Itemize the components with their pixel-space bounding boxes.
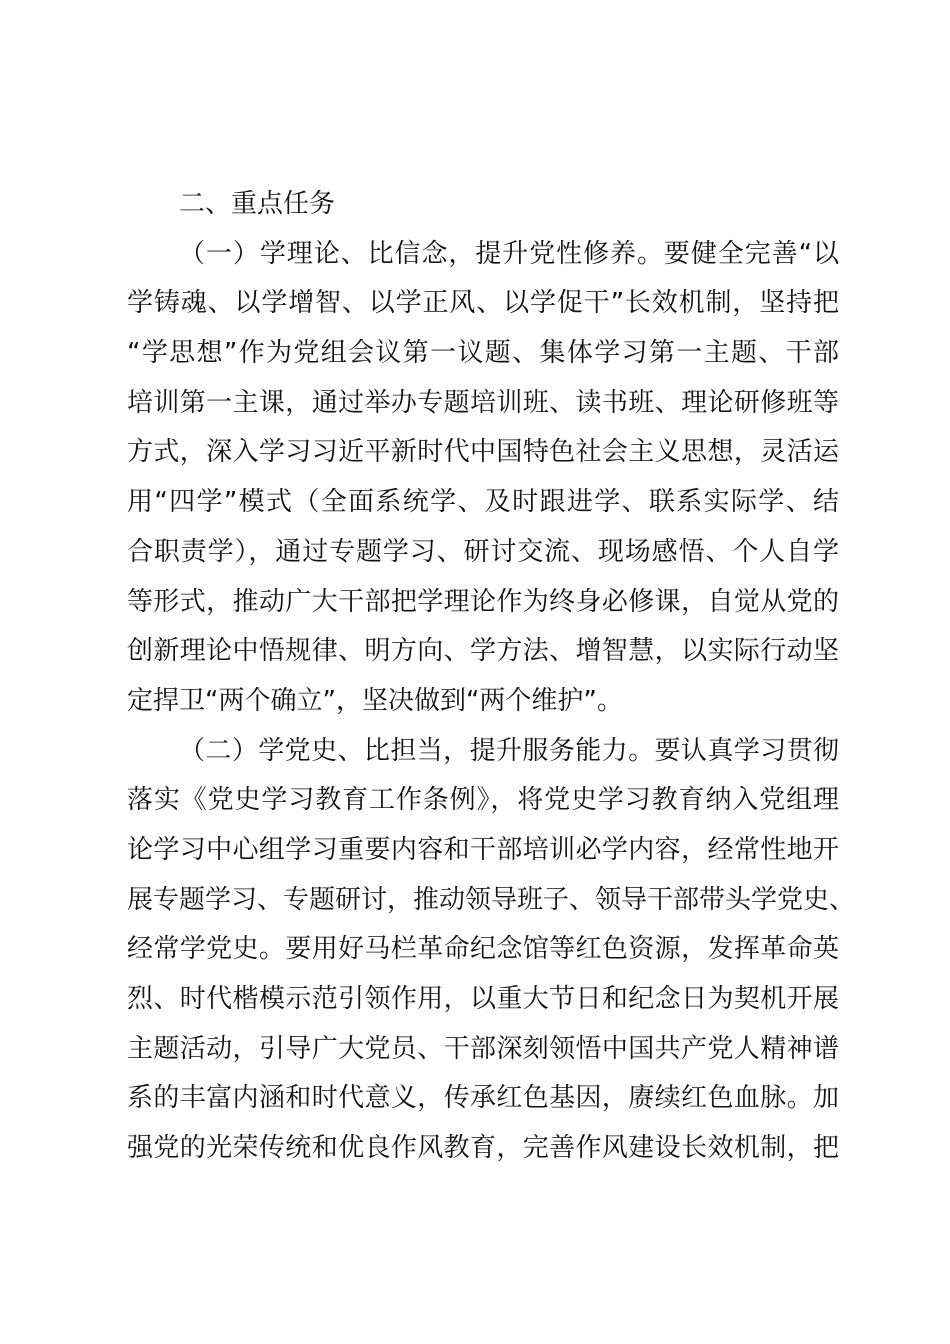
paragraph-line: 烈、时代楷模示范引领作用，以重大节日和纪念日为契机开展 [127,984,839,1014]
paragraph-line: 定捍卫“两个确立”，坚决做到“两个维护”。 [127,685,623,716]
paragraph-line: （二）学党史、比担当，提升服务能力。要认真学习贯彻 [179,735,839,766]
paragraph-line: 落实《党史学习教育工作条例》，将党史学习教育纳入党组理 [127,785,839,816]
paragraph-line: 创新理论中悟规律、明方向、学方法、增智慧，以实际行动坚 [127,636,839,667]
paragraph-line: 强党的光荣传统和优良作风教育，完善作风建设长效机制，把 [127,1133,839,1164]
paragraph-line: 合职责学），通过专题学习、研讨交流、现场感悟、个人自学 [127,536,839,567]
paragraph-line: 系的丰富内涵和时代意义，传承红色基因，赓续红色血脉。加 [127,1083,839,1114]
paragraph-line: 论学习中心组学习重要内容和干部培训必学内容，经常性地开 [127,834,839,865]
paragraph-line: 方式，深入学习习近平新时代中国特色社会主义思想，灵活运 [127,437,839,468]
paragraph-line: 经常学党史。要用好马栏革命纪念馆等红色资源，发挥革命英 [127,934,839,965]
paragraph-line: “学思想”作为党组会议第一议题、集体学习第一主题、干部 [127,338,839,369]
paragraph-line: 等形式，推动广大干部把学理论作为终身必修课，自觉从党的 [127,586,839,617]
paragraph-2 [127,727,856,1174]
paragraph-1 [127,230,839,727]
paragraph-line: （一）学理论、比信念，提升党性修养。要健全完善“以 [179,238,839,269]
document-body [127,180,856,1174]
paragraph-line: 培训第一主课，通过举办专题培训班、读书班、理论研修班等 [127,387,839,418]
paragraph-line: 主题活动，引导广大党员、干部深刻领悟中国共产党人精神谱 [127,1033,839,1064]
section-heading: 二、重点任务 [179,189,336,219]
paragraph-line: 学铸魂、以学增智、以学正风、以学促干”长效机制，坚持把 [127,288,839,319]
paragraph-line: 用“四学”模式（全面系统学、及时跟进学、联系实际学、结 [127,487,839,518]
paragraph-line: 展专题学习、专题研讨，推动领导班子、领导干部带头学党史、 [127,884,856,915]
